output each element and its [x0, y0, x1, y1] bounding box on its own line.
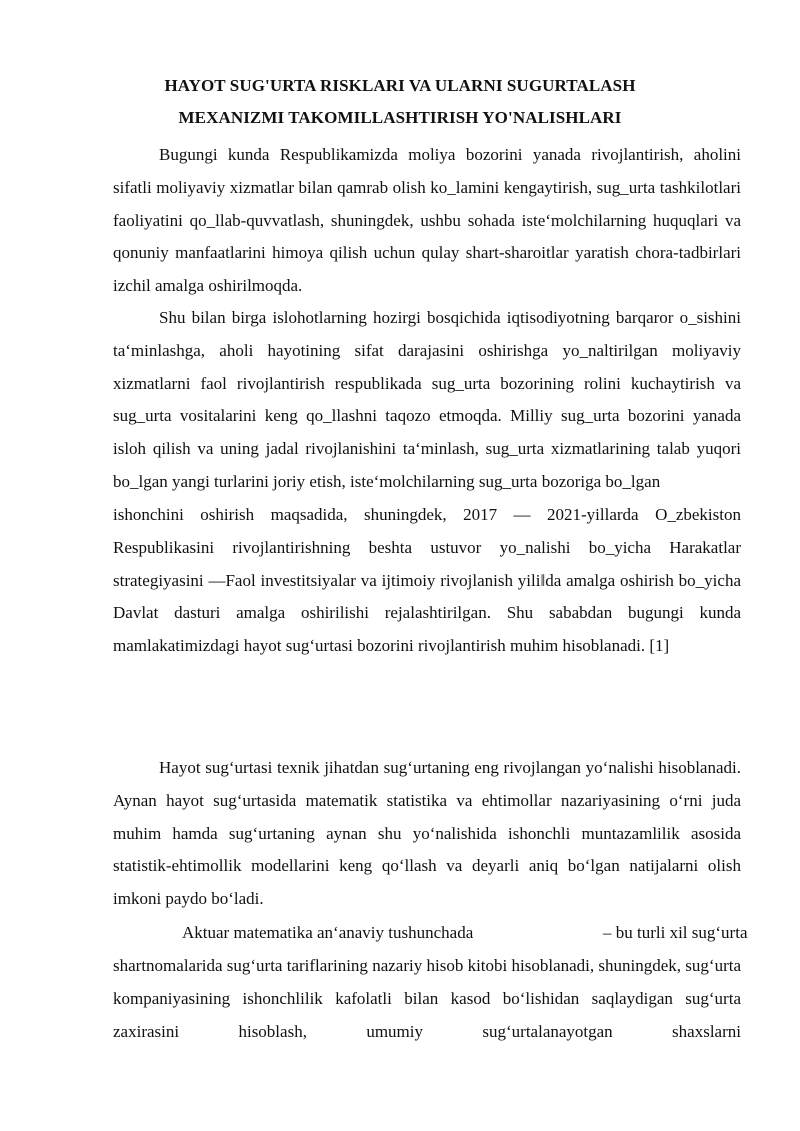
paragraph-4-dash: – bu turli xil sug‘urta [603, 923, 748, 942]
paragraph-4-start: Aktuar matematika an‘anaviy tushunchada [182, 923, 474, 942]
document-title-line-2: MEXANIZMI TAKOMILLASHTIRISH YO'NALISHLARI [178, 108, 622, 127]
paragraph-1: Bugungi kunda Respublikamizda moliya bozorini yanada rivojlantirish, aholini sifatli moliyaviy xizmatlar bilan qamrab olish ko_lamini kengaytirish, sug_urta tashkilotlari faoliyatini qo_llab-quvvatlash, shuningdek, ushbu sohada iste‘molchilarning huquqlari va qonuniy manfaatlarini himoya qilish uchun qulay shart-sharoitlar yaratish chora-tadbirlari izchil amalga oshirilmoqda. [113, 145, 741, 296]
document-title-line-1: HAYOT SUG'URTA RISKLARI VA ULARNI SUGURTALASH [164, 76, 636, 95]
paragraph-3: Hayot sug‘urtasi texnik jihatdan sug‘urtaning eng rivojlangan yo‘nalishi hisoblanadi. Aynan hayot sug‘urtasida matematik statistika va ehtimollar nazariyasining o‘rni juda muhim hamda sug‘urtaning aynan shu yo‘nalishida ishonchli muntazamlilik asosida statistik-ehtimollik modellarini keng qo‘llash va deyarli aniq bo‘lgan natijalarni olish imkoni paydo bo‘ladi. [113, 758, 741, 909]
paragraph-4-rest: shartnomalarida sug‘urta tariflarining nazariy hisob kitobi hisoblanadi, shuningdek, sug‘urta kompaniyasining ishonchlilik kafolatli bilan kasod bo‘lishidan saqlaydigan sug‘urta zaxirasini hisoblash, umumiy sug‘urtalanayotgan shaxslarni [113, 956, 741, 1041]
paragraph-2-continued: ishonchini oshirish maqsadida, shuningdek, 2017 — 2021-yillarda O_zbekiston Respublikasini rivojlantirishning beshta ustuvor yo_nalishi bo_yicha Harakatlar strategiyasini ―Faol investitsiyalar va ijtimoiy rivojlanish yili‖da amalga oshirish bo_yicha Davlat dasturi amalga oshirilishi rejalashtirilgan. Shu sababdan bugungi kunda mamlakatimizdagi hayot sug‘urtasi bozorini rivojlantirish muhim hisoblanadi. [1] [113, 505, 741, 656]
paragraph-2: Shu bilan birga islohotlarning hozirgi bosqichida iqtisodiyotning barqaror o_sishini ta‘minlashga, aholi hayotining sifat darajasini oshirishga yo_naltirilgan moliyaviy xizmatlarni faol rivojlantirish respublikada sug_urta bozorining rolini kuchaytirish va sug_urta vositalarini keng qo_llashni taqozo etmoqda. Milliy sug_urta bozorini yanada isloh qilish va uning jadal rivojlanishini ta‘minlash, sug_urta xizmatlarining talab yuqori bo_lgan yangi turlarini joriy etish, iste‘molchilarning sug_urta bozoriga bo_lgan [113, 308, 741, 491]
